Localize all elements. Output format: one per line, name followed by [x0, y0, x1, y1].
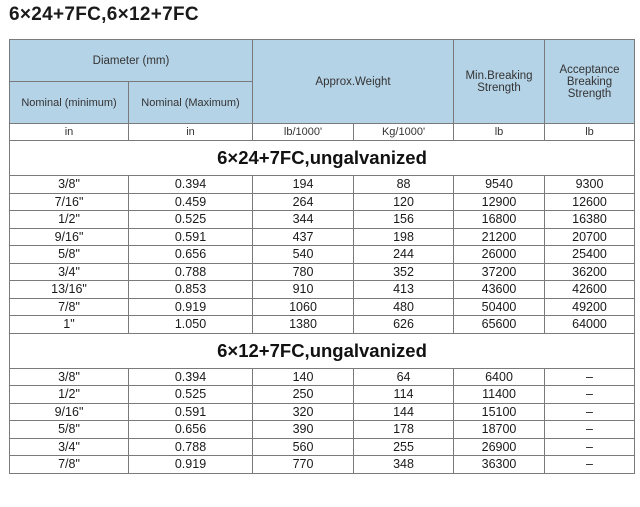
table-cell: 50400: [454, 298, 545, 316]
table-cell: 9540: [454, 176, 545, 194]
table-cell: 626: [354, 316, 454, 334]
table-row: [10, 421, 635, 439]
table-cell: 3/4": [10, 438, 129, 456]
table-cell: 0.656: [129, 246, 253, 264]
table-cell: 42600: [545, 281, 635, 299]
table-row: [10, 316, 635, 334]
table-cell: 156: [354, 211, 454, 229]
table-cell: 6400: [454, 368, 545, 386]
table-cell: 5/8": [10, 421, 129, 439]
table-cell: 36200: [545, 263, 635, 281]
section-heading-row: [10, 141, 635, 176]
table-cell: 15100: [454, 403, 545, 421]
page-title: 6×24+7FC,6×12+7FC: [9, 4, 199, 25]
table-cell: –: [545, 403, 635, 421]
table-cell: 16380: [545, 211, 635, 229]
section-title: 6×24+7FC,ungalvanized: [10, 141, 635, 176]
table-cell: 560: [253, 438, 354, 456]
table-row: [10, 386, 635, 404]
table-cell: 49200: [545, 298, 635, 316]
table-cell: 0.788: [129, 263, 253, 281]
unit-cell: lb: [545, 124, 635, 141]
table-row: [10, 403, 635, 421]
table-row: [10, 281, 635, 299]
table-cell: 120: [354, 193, 454, 211]
table-cell: 37200: [454, 263, 545, 281]
table-cell: 1.050: [129, 316, 253, 334]
table-cell: 1/2": [10, 386, 129, 404]
section-title: 6×12+7FC,ungalvanized: [10, 333, 635, 368]
table-cell: 198: [354, 228, 454, 246]
table-cell: –: [545, 368, 635, 386]
table-cell: 264: [253, 193, 354, 211]
table-cell: 178: [354, 421, 454, 439]
section-heading-row: [10, 333, 635, 368]
table-cell: 194: [253, 176, 354, 194]
table-cell: 0.591: [129, 403, 253, 421]
table-cell: 26900: [454, 438, 545, 456]
table-row: [10, 176, 635, 194]
table-row: [10, 298, 635, 316]
table-cell: 0.394: [129, 176, 253, 194]
table-cell: 140: [253, 368, 354, 386]
diameter-header: Diameter (mm): [10, 40, 253, 82]
table-cell: 114: [354, 386, 454, 404]
table-cell: 255: [354, 438, 454, 456]
table-cell: 540: [253, 246, 354, 264]
table-cell: 1/2": [10, 211, 129, 229]
table-cell: 0.525: [129, 386, 253, 404]
table-cell: 16800: [454, 211, 545, 229]
table-cell: 390: [253, 421, 354, 439]
table-cell: 244: [354, 246, 454, 264]
table-cell: 0.394: [129, 368, 253, 386]
nominal-min-header: Nominal (minimum): [10, 82, 129, 124]
table-cell: 21200: [454, 228, 545, 246]
unit-cell: lb: [454, 124, 545, 141]
table-cell: 413: [354, 281, 454, 299]
nominal-max-header: Nominal (Maximum): [129, 82, 253, 124]
table-cell: 26000: [454, 246, 545, 264]
table-cell: 3/8": [10, 368, 129, 386]
table-cell: 780: [253, 263, 354, 281]
acceptance-breaking-header: Acceptance Breaking Strength: [545, 40, 635, 124]
min-breaking-header: Min.Breaking Strength: [454, 40, 545, 124]
table-cell: 20700: [545, 228, 635, 246]
table-cell: 352: [354, 263, 454, 281]
table-cell: 344: [253, 211, 354, 229]
table-cell: 0.788: [129, 438, 253, 456]
unit-cell: Kg/1000': [354, 124, 454, 141]
unit-cell: in: [10, 124, 129, 141]
table-cell: 12900: [454, 193, 545, 211]
table-cell: 7/16": [10, 193, 129, 211]
table-row: [10, 228, 635, 246]
table-row: [10, 263, 635, 281]
table-cell: 0.919: [129, 456, 253, 474]
table-cell: 9/16": [10, 403, 129, 421]
table-cell: 348: [354, 456, 454, 474]
table-cell: –: [545, 456, 635, 474]
table-cell: 18700: [454, 421, 545, 439]
approx-weight-header: Approx.Weight: [253, 40, 454, 124]
table-cell: 12600: [545, 193, 635, 211]
table-cell: 13/16": [10, 281, 129, 299]
table-cell: –: [545, 386, 635, 404]
table-cell: 88: [354, 176, 454, 194]
table-cell: 0.459: [129, 193, 253, 211]
table-cell: 0.919: [129, 298, 253, 316]
table-row: [10, 438, 635, 456]
table-cell: –: [545, 438, 635, 456]
table-cell: 7/8": [10, 298, 129, 316]
table-row: [10, 246, 635, 264]
table-cell: –: [545, 421, 635, 439]
table-cell: 43600: [454, 281, 545, 299]
table-cell: 25400: [545, 246, 635, 264]
table-cell: 144: [354, 403, 454, 421]
table-cell: 0.525: [129, 211, 253, 229]
table-cell: 7/8": [10, 456, 129, 474]
table-cell: 64000: [545, 316, 635, 334]
table-cell: 9300: [545, 176, 635, 194]
table-cell: 3/8": [10, 176, 129, 194]
table-row: [10, 368, 635, 386]
header-row-top: [10, 40, 635, 82]
table-row: [10, 211, 635, 229]
table-cell: 65600: [454, 316, 545, 334]
table-cell: 480: [354, 298, 454, 316]
unit-cell: lb/1000': [253, 124, 354, 141]
table-cell: 910: [253, 281, 354, 299]
table-cell: 320: [253, 403, 354, 421]
table-row: [10, 193, 635, 211]
table-cell: 0.853: [129, 281, 253, 299]
table-cell: 1380: [253, 316, 354, 334]
table-row: [10, 456, 635, 474]
units-row: [10, 124, 635, 141]
table-cell: 0.591: [129, 228, 253, 246]
table-cell: 437: [253, 228, 354, 246]
table-cell: 1060: [253, 298, 354, 316]
table-cell: 250: [253, 386, 354, 404]
table-cell: 1": [10, 316, 129, 334]
table-cell: 9/16": [10, 228, 129, 246]
unit-cell: in: [129, 124, 253, 141]
table-cell: 64: [354, 368, 454, 386]
table-cell: 36300: [454, 456, 545, 474]
spec-table: [9, 39, 635, 474]
spec-table-body: [10, 40, 635, 474]
table-cell: 0.656: [129, 421, 253, 439]
table-cell: 3/4": [10, 263, 129, 281]
table-cell: 770: [253, 456, 354, 474]
table-cell: 5/8": [10, 246, 129, 264]
table-cell: 11400: [454, 386, 545, 404]
